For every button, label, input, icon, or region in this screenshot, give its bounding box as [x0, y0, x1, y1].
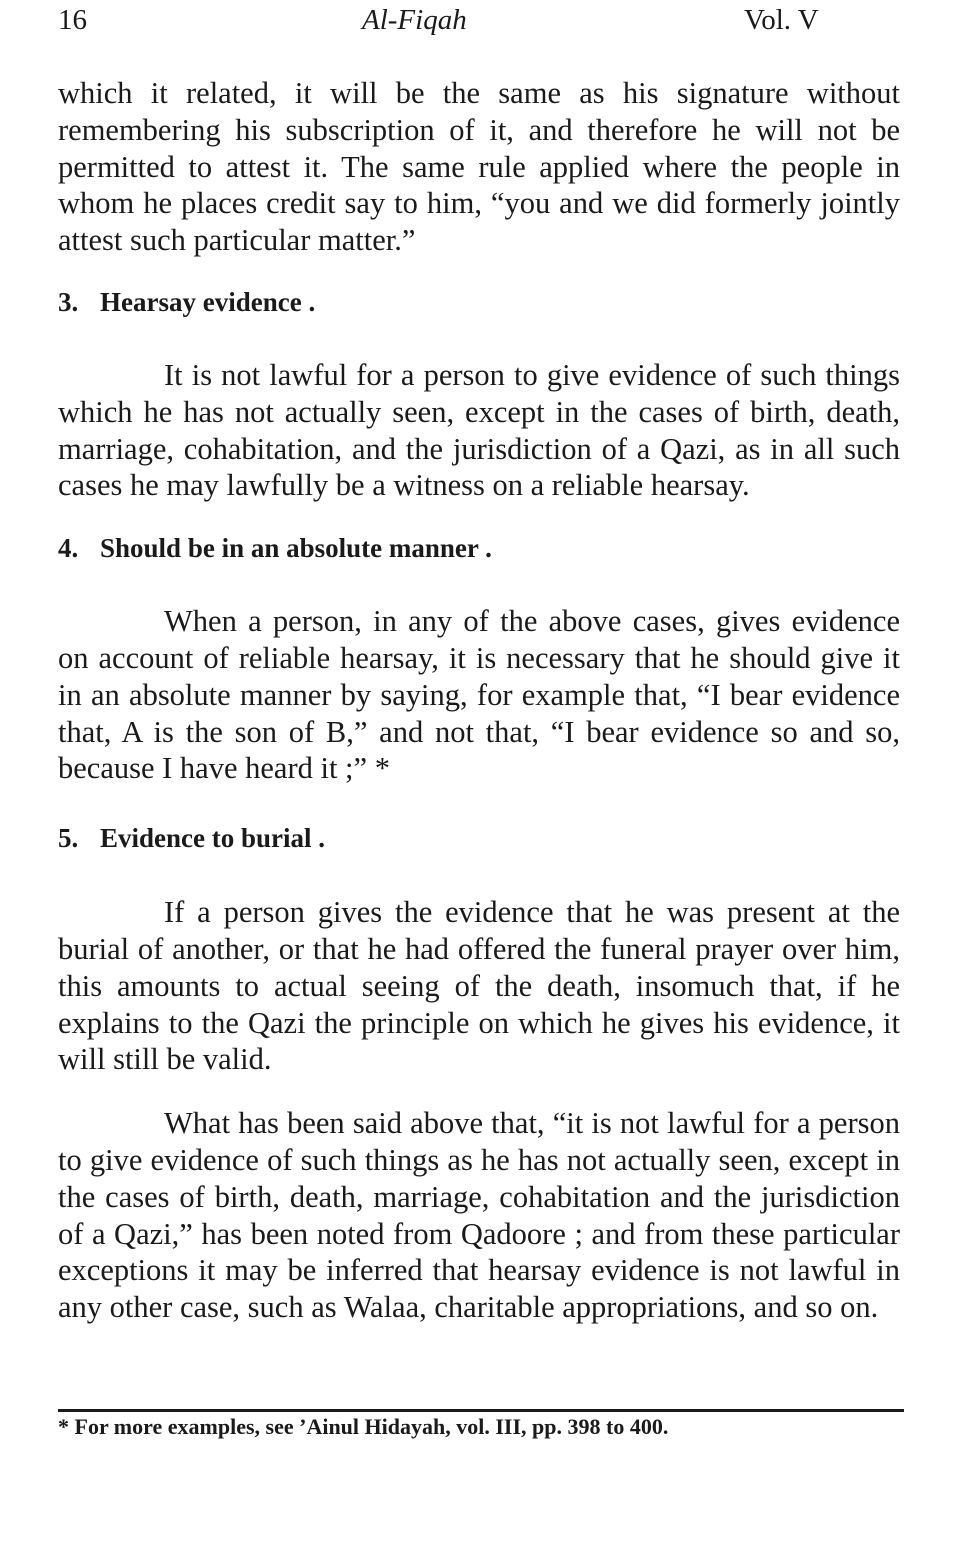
page-number: 16 — [58, 4, 87, 36]
section-title: Should be in an absolute manner . — [100, 533, 492, 564]
section-heading-4 — [58, 531, 900, 565]
running-header — [58, 0, 900, 44]
section-number: 5. — [58, 823, 79, 854]
section-title: Hearsay evidence . — [100, 286, 316, 317]
section-paragraph: When a person, in any of the above cases, gives evidence on account of reliable hearsay, it is necessary that he should give it in an absolute manner by saying, for example that, “I bear evidence that, A is the son of B,” and not that, “I bear evidence so and so, because I have heard it ;” * — [58, 604, 900, 786]
volume-label: Vol. V — [744, 4, 819, 36]
footnote: * For more examples, see ’Ainul Hidayah, vol. III, pp. 398 to 400. — [58, 1414, 669, 1439]
intro-paragraph: which it related, it will be the same as his signature without remembering his subscription of it, and therefore he will not be permitted to attest it. The same rule applied where the people in whom he places credit say to him, “you and we did formerly jointly attest such particular matter.” — [58, 76, 900, 258]
section-heading-5 — [58, 821, 900, 855]
book-title: Al-Fiqah — [362, 4, 467, 36]
section-paragraph: It is not lawful for a person to give evidence of such things which he has not actually seen, except in the cases of birth, death, marriage, cohabitation, and the jurisdiction of a Qazi, as in all such cases he may lawfully be a witness on a reliable hearsay. — [58, 357, 900, 503]
section-paragraph: What has been said above that, “it is not lawful for a person to give evidence of such things as he has not actually seen, except in the cases of birth, death, marriage, cohabitation and the jurisdiction of a Qazi,” has been noted from Qadoore ; and from these particular exceptions it may be inferred that hearsay evidence is not lawful in any other case, such as Walaa, charitable appropriations, and so on. — [58, 1106, 900, 1325]
section-number: 4. — [58, 533, 79, 564]
section-number: 3. — [58, 286, 79, 317]
footnote-divider — [58, 1409, 904, 1412]
section-paragraph: If a person gives the evidence that he was present at the burial of another, or that he had offered the funeral prayer over him, this amounts to actual seeing of the death, insomuch that, if he explains to the Qazi the principle on which he gives his evidence, it will still be valid. — [58, 895, 900, 1077]
section-heading-3 — [58, 285, 900, 319]
document-page — [58, 0, 900, 1439]
section-title: Evidence to burial . — [100, 823, 326, 854]
